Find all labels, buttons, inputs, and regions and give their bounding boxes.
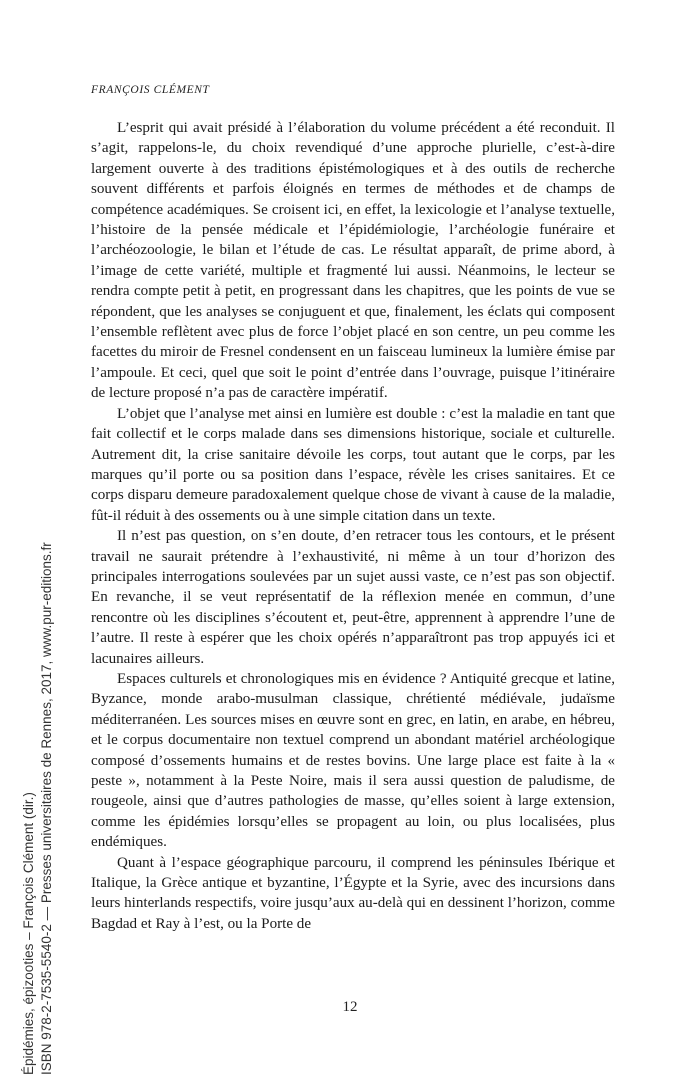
paragraph-3: Il n’est pas question, on s’en doute, d’en retracer tous les contours, et le présent travail ne saurait prétendre à l’exhaustivité, ni même à un tour d’horizon des principales interrogations soulevées par un sujet aussi vaste, ce n’est pas son objectif. En revanche, il se veut représentatif de la réflexion menée en commun, d’une rencontre où les disciplines s’écoutent et, peut-être, apprennent à apprendre l’une de l’autre. Il reste à espérer que les choix opérés n’apparaîtront pas trop appuyés ici et lacunaires ailleurs. bbox=[91, 528, 615, 667]
running-head: FRANÇOIS CLÉMENT bbox=[91, 84, 210, 96]
page-number: 12 bbox=[342, 999, 358, 1015]
side-credit bbox=[20, 75, 80, 1075]
paragraph-5: Quant à l’espace géographique parcouru, il comprend les péninsules Ibérique et Italique, la Grèce antique et byzantine, l’Égypte et la Syrie, avec des incursions dans leurs hinterlands respectifs, voire jusqu’aux au-delà qui en dessinent l’horizon, comme Bagdad et Ray à l’est, ou la Porte de bbox=[91, 854, 615, 932]
paragraph-2: L’objet que l’analyse met ainsi en lumière est double : c’est la maladie en tant que fait collectif et le corps malade dans ses dimensions historique, sociale et culturelle. Autrement dit, la crise sanitaire dévoile les corps, tout autant que le corps, par les marques qu’il porte ou sa position dans l’espace, révèle les crises sanitaires. Et ce corps disparu demeure paradoxalement quelque chose de vivant à cause de la maladie, fût-il réduit à des ossements ou à une simple citation dans un texte. bbox=[91, 405, 615, 524]
paragraph-1: L’esprit qui avait présidé à l’élaboration du volume précédent a été reconduit. Il s’agit, rappelons-le, du choix revendiqué d’une approche plurielle, c’est-à-dire largement ouverte à des traditions épistémologiques et à des outils de recherche souvent différents et parfois éloignés en termes de méthodes et de champs de compétence académiques. Se croisent ici, en effet, la lexicologie et l’analyse textuelle, l’histoire de la pensée médicale et l’épidémiologie, l’archéologie funéraire et l’archéozoologie, le bilan et l’étude de cas. Le résultat apparaît, de prime abord, à l’image de cette variété, multiple et fragmenté lui aussi. Néanmoins, le lecteur se rendra compte petit à petit, en progressant dans les chapitres, que les points de vue se répondent, que les analyses se conjuguent et que, finalement, les éclats qui composent l’ensemble reflètent avec plus de force l’objet placé en son centre, un peu comme les facettes du miroir de Fresnel condensent en un faisceau lumineux la lumière émise par l’ampoule. Et ceci, quel que soit le point d’entrée dans l’ouvrage, puisque l’itinéraire de lecture proposé n’a pas de caractère impératif. bbox=[91, 120, 615, 402]
side-credit-title: Épidémies, épizooties – François Clément (dir.) bbox=[21, 792, 36, 1075]
body-text bbox=[91, 118, 615, 934]
paragraph-4: Espaces culturels et chronologiques mis en évidence ? Antiquité grecque et latine, Byzance, monde arabo-musulman classique, chrétienté médiévale, judaïsme méditerranéen. Les sources mises en œuvre sont en grec, en latin, en arabe, en hébreu, et le corpus documentaire non textuel comprend un abondant matériel archéologique composé d’ossements humains et de restes bovins. Une large place est faite à la « peste », notamment à la Peste Noire, mais il sera aussi question de paludisme, de rougeole, ainsi que d’autres pathologies de masse, qu’elles soient à large extension, comme les épidémies lorsqu’elles se propagent au loin, ou plus localisées, plus endémiques. bbox=[91, 670, 615, 851]
side-credit-isbn: ISBN 978-2-7535-5540-2 — Presses universitaires de Rennes, 2017, www.pur-editions.fr bbox=[39, 542, 54, 1075]
